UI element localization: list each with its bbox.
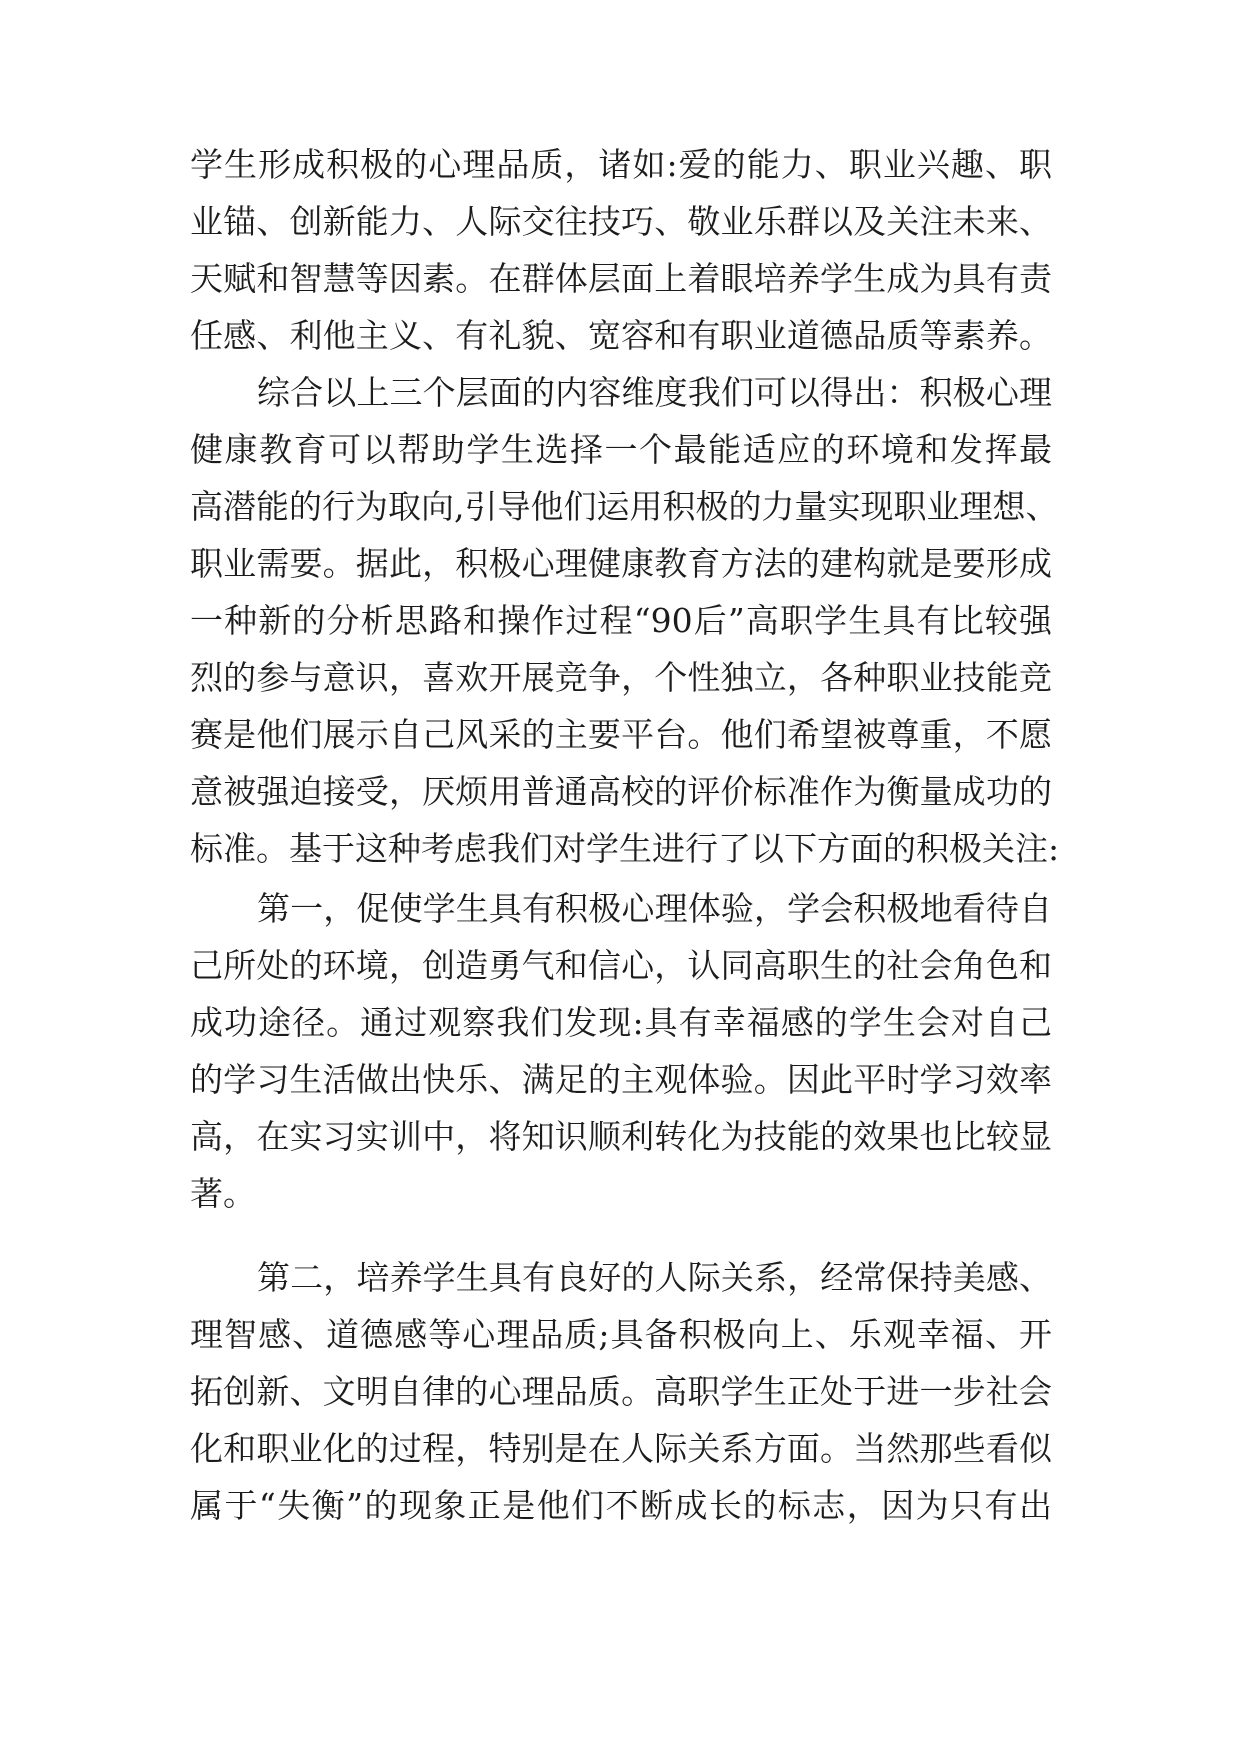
text-line: 综合以上三个层面的内容维度我们可以得出：积极心理 bbox=[257, 373, 1052, 412]
text-line: 天赋和智慧等因素。在群体层面上着眼培养学生成为具有责 bbox=[190, 259, 1052, 298]
text-line: 任感、利他主义、有礼貌、宽容和有职业道德品质等素养。 bbox=[190, 316, 1052, 355]
text-line: 标准。基于这种考虑我们对学生进行了以下方面的积极关注: bbox=[190, 829, 1060, 868]
text-line: 业锚、创新能力、人际交往技巧、敬业乐群以及关注未来、 bbox=[190, 202, 1052, 241]
text-line: 烈的参与意识，喜欢开展竞争，个性独立，各种职业技能竞 bbox=[190, 658, 1052, 697]
text-line: 属于“失衡”的现象正是他们不断成长的标志，因为只有出 bbox=[190, 1486, 1052, 1525]
text-line: 高潜能的行为取向,引导他们运用积极的力量实现职业理想、 bbox=[190, 487, 1059, 526]
text-line: 的学习生活做出快乐、满足的主观体验。因此平时学习效率 bbox=[190, 1060, 1052, 1099]
text-line: 成功途径。通过观察我们发现:具有幸福感的学生会对自己 bbox=[190, 1003, 1052, 1042]
text-line: 学生形成积极的心理品质，诸如:爱的能力、职业兴趣、职 bbox=[190, 145, 1052, 184]
text-line: 己所处的环境，创造勇气和信心，认同高职生的社会角色和 bbox=[190, 946, 1052, 985]
text-line: 意被强迫接受，厌烦用普通高校的评价标准作为衡量成功的 bbox=[190, 772, 1052, 811]
text-line: 一种新的分析思路和操作过程“90后”高职学生具有比较强 bbox=[190, 601, 1052, 640]
text-line: 理智感、道德感等心理品质;具备积极向上、乐观幸福、开 bbox=[190, 1315, 1052, 1354]
text-line: 化和职业化的过程，特别是在人际关系方面。当然那些看似 bbox=[190, 1429, 1052, 1468]
text-line: 赛是他们展示自己风采的主要平台。他们希望被尊重，不愿 bbox=[190, 715, 1052, 754]
text-line: 第一，促使学生具有积极心理体验，学会积极地看待自 bbox=[257, 889, 1052, 928]
text-line: 高，在实习实训中，将知识顺利转化为技能的效果也比较显 bbox=[190, 1117, 1052, 1156]
text-line: 著。 bbox=[190, 1174, 256, 1213]
text-line: 职业需要。据此，积极心理健康教育方法的建构就是要形成 bbox=[190, 544, 1052, 583]
text-line: 第二，培养学生具有良好的人际关系，经常保持美感、 bbox=[257, 1258, 1052, 1297]
text-line: 拓创新、文明自律的心理品质。高职学生正处于进一步社会 bbox=[190, 1372, 1052, 1411]
text-line: 健康教育可以帮助学生选择一个最能适应的环境和发挥最 bbox=[190, 430, 1052, 469]
